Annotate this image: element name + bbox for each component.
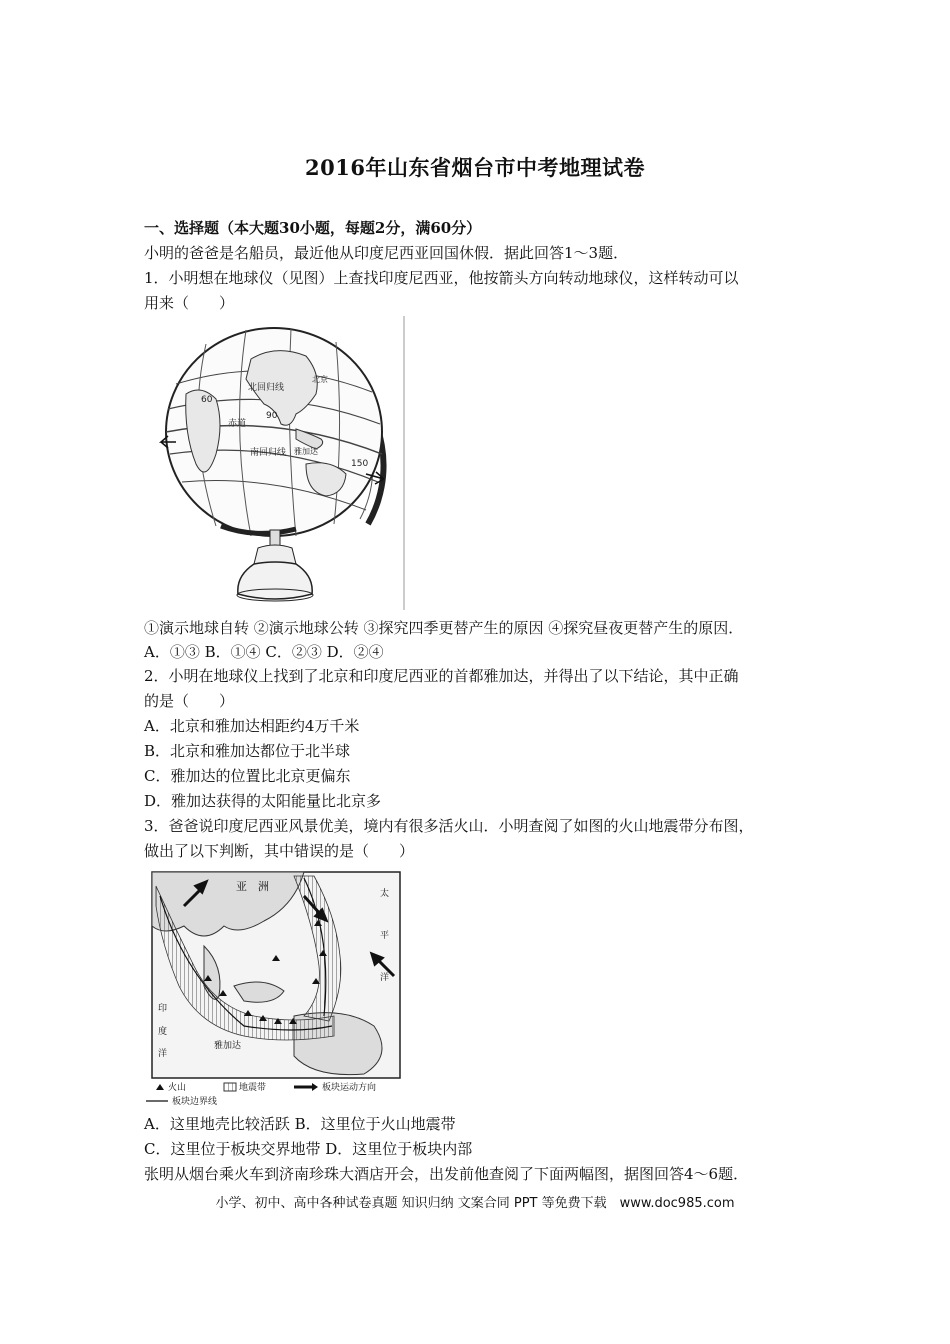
question-2-option-b: B．北京和雅加达都位于北半球 bbox=[144, 742, 351, 760]
question-1-statements: ①演示地球自转 ②演示地球公转 ③探究四季更替产生的原因 ④探究昼夜更替产生的原因． bbox=[144, 619, 744, 637]
legend-motion: 板块运动方向 bbox=[322, 1083, 377, 1093]
legend-quake-icon bbox=[224, 1083, 236, 1091]
question-3-stem: 3．爸爸说印度尼西亚风景优美，境内有很多活火山．小明查阅了如图的火山地震带分布图， bbox=[144, 817, 754, 835]
question-2-stem: 2．小明在地球仪上找到了北京和印度尼西亚的首都雅加达，并得出了以下结论，其中正确 bbox=[144, 667, 739, 685]
legend-quake: 地震带 bbox=[239, 1083, 267, 1093]
globe-label-lon90: 90 bbox=[266, 411, 278, 421]
map-label-jakarta: 雅加达 bbox=[214, 1041, 242, 1051]
question-2-option-c: C．雅加达的位置比北京更偏东 bbox=[144, 767, 351, 785]
intro-text-2: 张明从烟台乘火车到济南珍珠大酒店开会，出发前他查阅了下面两幅图，据图回答4～6题． bbox=[144, 1165, 749, 1183]
globe-illustration bbox=[146, 314, 408, 612]
map-label-indian-2: 度 bbox=[158, 1027, 168, 1037]
map-label-asia: 亚 洲 bbox=[236, 880, 269, 893]
map-label-pacific-1: 太 bbox=[380, 889, 390, 899]
volcano-map bbox=[144, 866, 408, 1106]
globe-figure bbox=[146, 314, 408, 612]
globe-label-capricorn: 南回归线 bbox=[250, 448, 287, 458]
question-1-stem-cont: 用来（ ） bbox=[144, 294, 235, 312]
page-footer: 小学、初中、高中各种试卷真题 知识归纳 文案合同 PPT 等免费下载 www.doc985.com bbox=[215, 1196, 735, 1211]
section-heading: 一、选择题（本大题30小题，每题2分，满60分） bbox=[144, 219, 482, 237]
legend-volcano-icon bbox=[156, 1084, 164, 1090]
legend-volcano: 火山 bbox=[168, 1083, 187, 1093]
question-2-option-d: D．雅加达获得的太阳能量比北京多 bbox=[144, 792, 382, 810]
globe-label-equator: 赤道 bbox=[228, 419, 247, 429]
globe-label-lat60: 60 bbox=[201, 395, 213, 405]
question-3-stem-cont: 做出了以下判断，其中错误的是（ ） bbox=[144, 842, 415, 860]
question-1-stem: 1．小明想在地球仪（见图）上查找印度尼西亚，他按箭头方向转动地球仪，这样转动可以 bbox=[144, 269, 739, 287]
legend-motion-icon bbox=[312, 1083, 318, 1091]
page-title: 2016年山东省烟台市中考地理试卷 bbox=[305, 155, 645, 180]
volcano-map-figure bbox=[144, 866, 408, 1106]
legend-boundary: 板块边界线 bbox=[172, 1097, 218, 1106]
question-2-option-a: A．北京和雅加达相距约4万千米 bbox=[144, 717, 360, 735]
globe-label-lon150: 150 bbox=[351, 459, 369, 469]
map-label-indian-1: 印 bbox=[158, 1004, 168, 1014]
globe-label-jakarta: 雅加达 bbox=[294, 447, 318, 456]
map-label-pacific-2: 平 bbox=[380, 931, 390, 941]
map-label-indian-3: 洋 bbox=[158, 1049, 168, 1059]
question-1-options: A．①③ B．①④ C．②③ D．②④ bbox=[144, 643, 384, 661]
question-2-stem-cont: 的是（ ） bbox=[144, 692, 235, 710]
globe-label-beijing: 北京 bbox=[312, 375, 328, 384]
question-3-options-cd: C．这里位于板块交界地带 D．这里位于板块内部 bbox=[144, 1140, 473, 1158]
map-label-pacific-3: 洋 bbox=[380, 973, 390, 983]
globe-label-cancer: 北回归线 bbox=[248, 383, 285, 393]
intro-text: 小明的爸爸是名船员，最近他从印度尼西亚回国休假．据此回答1～3题． bbox=[144, 244, 629, 262]
question-3-options-ab: A．这里地壳比较活跃 B．这里位于火山地震带 bbox=[144, 1115, 456, 1133]
